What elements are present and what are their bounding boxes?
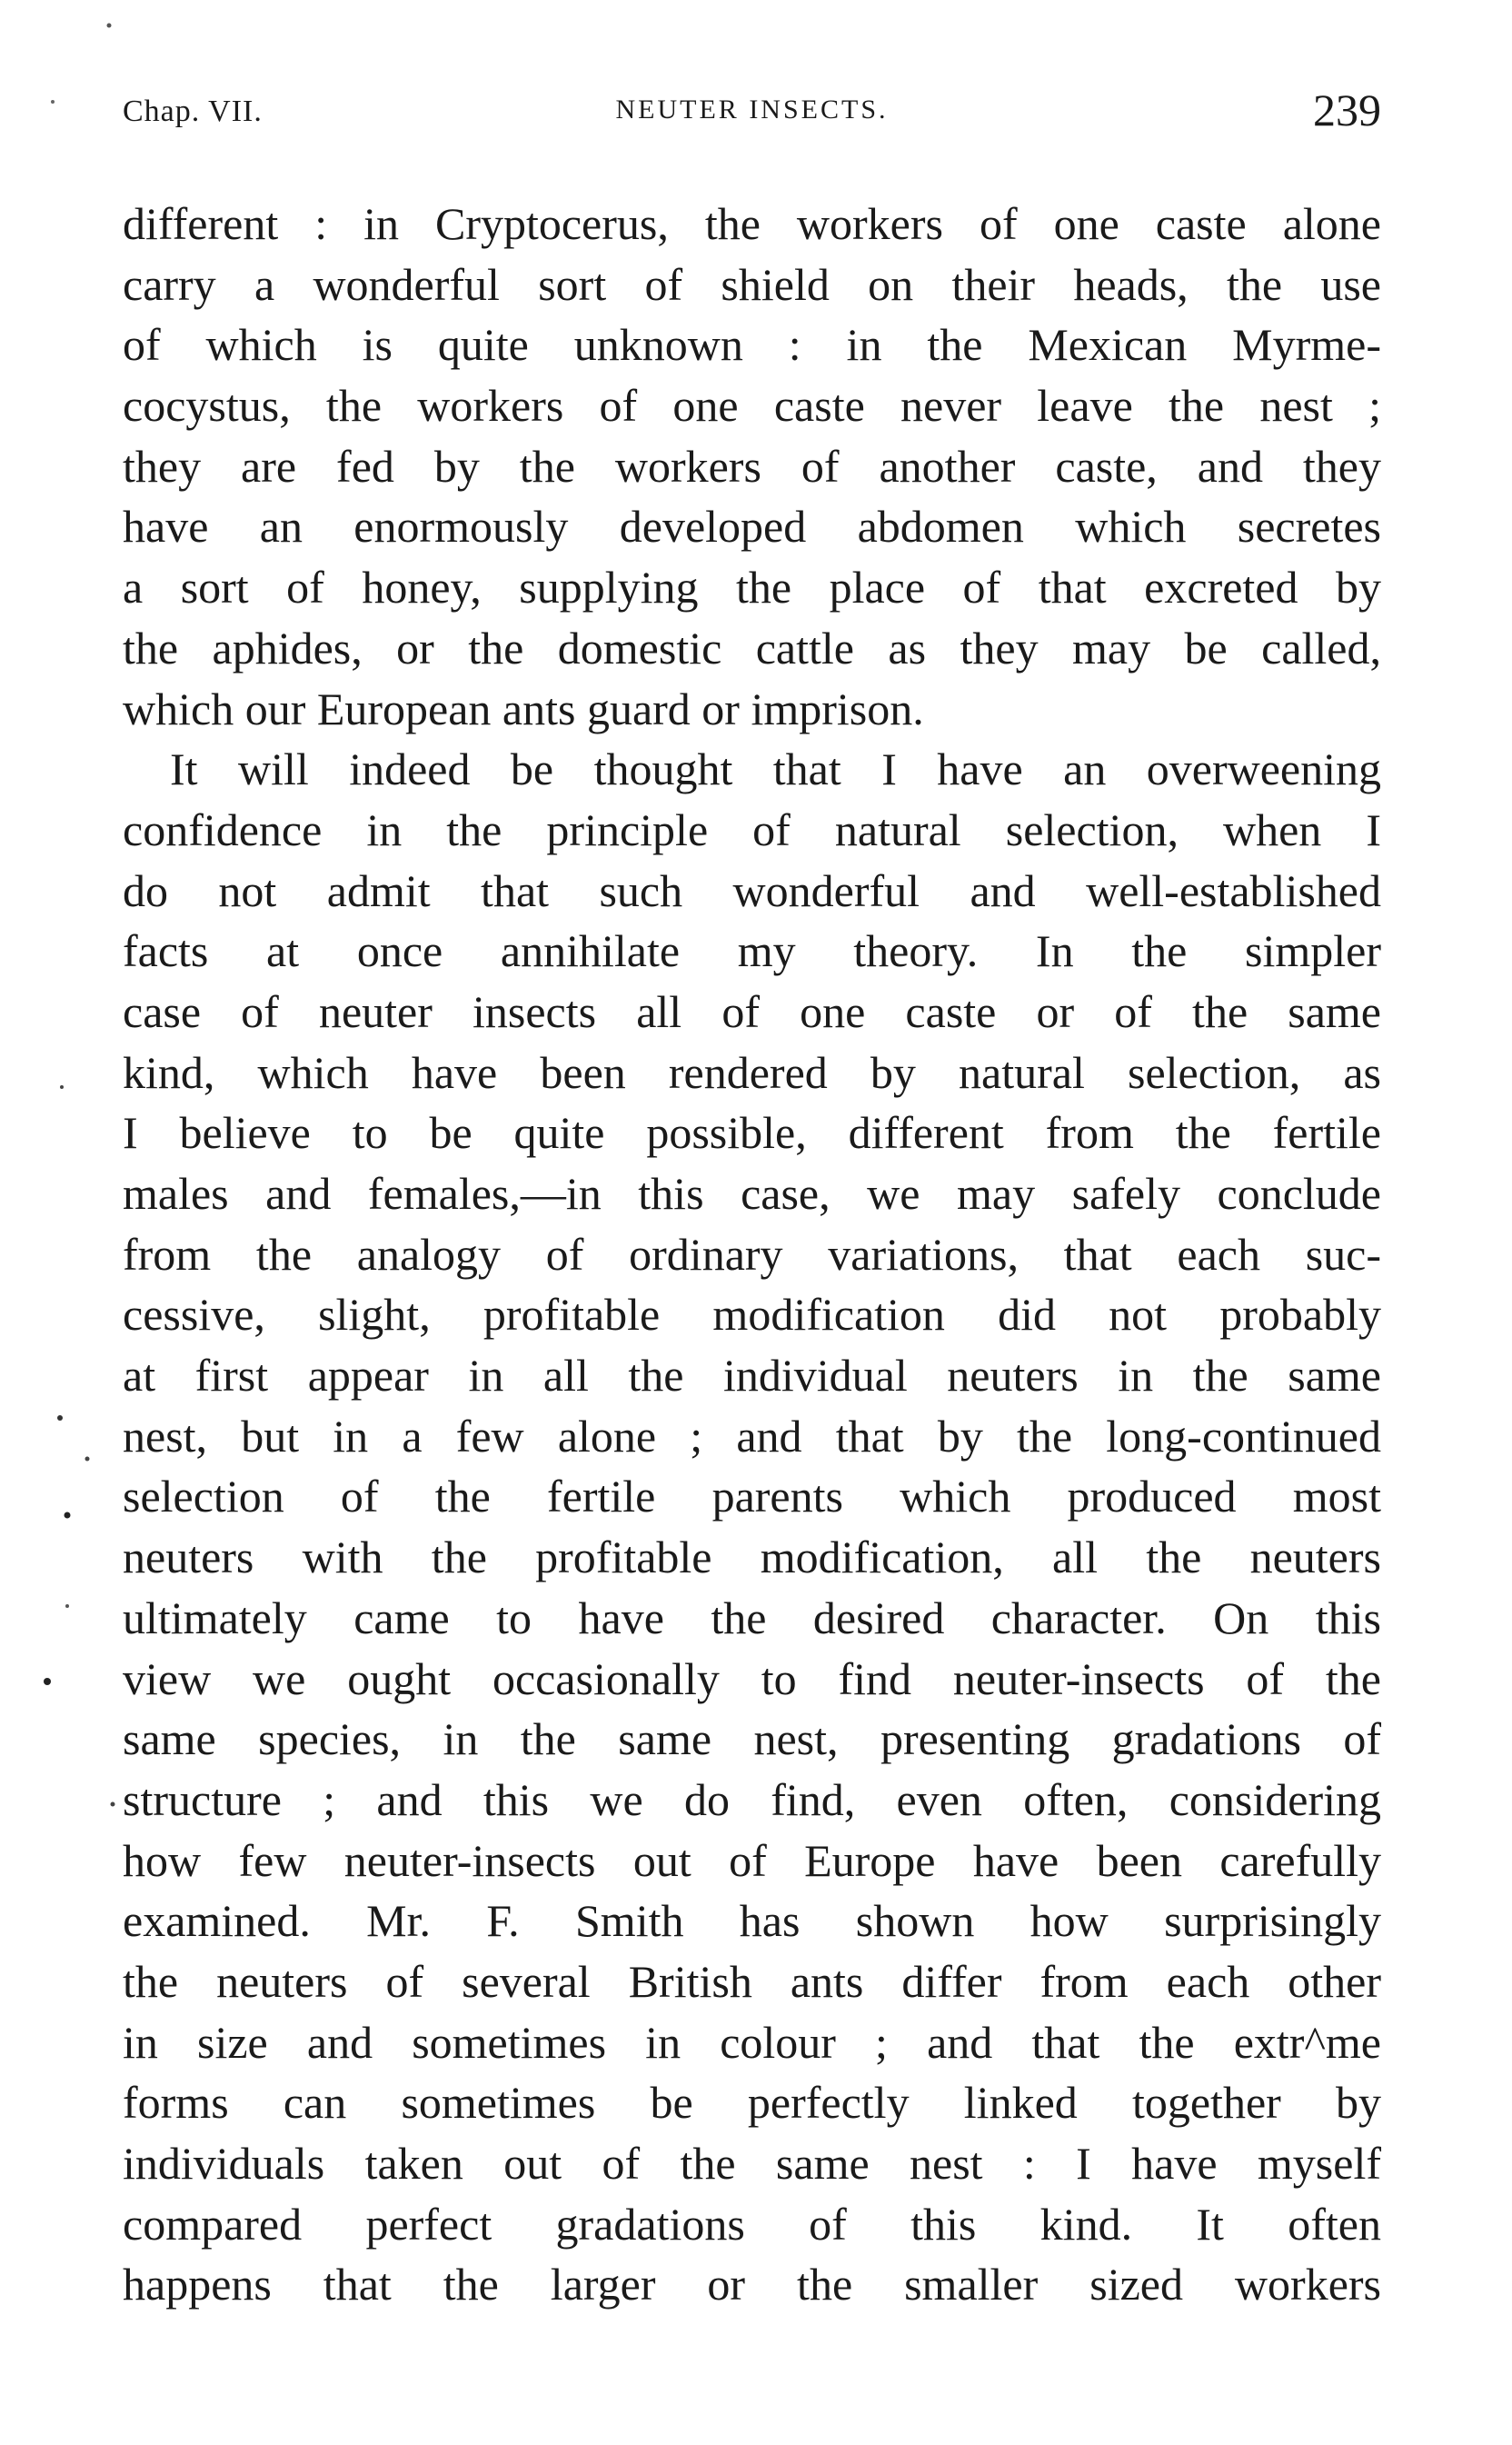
- text-line: from the analogy of ordinary variations, that each suc-: [123, 1228, 1381, 1280]
- text-line: cocystus, the workers of one caste never leave the nest ;: [123, 380, 1381, 432]
- text-line: which our European ants guard or imprison.: [123, 683, 924, 734]
- text-line: a sort of honey, supplying the place of that excreted by: [123, 562, 1381, 614]
- paragraph-first-line: It will indeed be thought that I have an overweening: [170, 743, 1381, 795]
- running-head: [123, 84, 1381, 147]
- text-line: of which is quite unknown : in the Mexican Myrme-: [123, 319, 1381, 371]
- text-line: forms can sometimes be perfectly linked together by: [123, 2077, 1381, 2129]
- text-line: case of neuter insects all of one caste or of the same: [123, 985, 1381, 1037]
- text-line: individuals taken out of the same nest : I have myself: [123, 2138, 1381, 2189]
- text-line: examined. Mr. F. Smith has shown how surprisingly: [123, 1895, 1381, 1947]
- page-number: 239: [1313, 85, 1381, 135]
- text-line: ultimately came to have the desired character. On this: [123, 1592, 1381, 1643]
- text-line: males and females,—in this case, we may safely conclude: [123, 1168, 1381, 1219]
- running-title: NEUTER INSECTS.: [615, 95, 889, 125]
- text-line: how few neuter-insects out of Europe have been carefully: [123, 1834, 1381, 1886]
- text-line: they are fed by the workers of another caste, and they: [123, 440, 1381, 492]
- chapter-label: Chap. VII.: [123, 95, 263, 128]
- speck: [44, 1678, 51, 1685]
- text-line: structure ; and this we do find, even often, considering: [123, 1773, 1381, 1825]
- speck: [85, 1457, 90, 1462]
- text-line: the aphides, or the domestic cattle as they may be called,: [123, 622, 1381, 674]
- text-line: facts at once annihilate my theory. In the simpler: [123, 925, 1381, 977]
- text-line: compared perfect gradations of this kind. It often: [123, 2198, 1381, 2250]
- text-line: I believe to be quite possible, different from the fertile: [123, 1107, 1381, 1159]
- text-line: the neuters of several British ants differ from each other: [123, 1955, 1381, 2007]
- text-line: cessive, slight, profitable modification did not probably: [123, 1289, 1381, 1341]
- text-line: happens that the larger or the smaller sized workers: [123, 2259, 1381, 2310]
- text-line: confidence in the principle of natural selection, when I: [123, 803, 1381, 855]
- speck: [65, 1512, 71, 1519]
- text-line: view we ought occasionally to find neuter-insects of the: [123, 1652, 1381, 1704]
- text-line: carry a wonderful sort of shield on their heads, the use: [123, 258, 1381, 310]
- text-line: different : in Cryptocerus, the workers of one caste alone: [123, 198, 1381, 249]
- text-line: do not admit that such wonderful and well-established: [123, 864, 1381, 916]
- text-line: selection of the fertile parents which produced most: [123, 1471, 1381, 1522]
- text-line: in size and sometimes in colour ; and that the extr^me: [123, 2016, 1381, 2068]
- speck: [65, 1604, 69, 1608]
- speck: [60, 1085, 64, 1089]
- speck: [107, 24, 112, 28]
- speck: [57, 1415, 63, 1421]
- text-line: have an enormously developed abdomen which secretes: [123, 501, 1381, 553]
- text-line: at first appear in all the individual neuters in the same: [123, 1350, 1381, 1402]
- text-line: nest, but in a few alone ; and that by the long-continued: [123, 1410, 1381, 1462]
- text-line: same species, in the same nest, presenting gradations of: [123, 1713, 1381, 1765]
- speck: [51, 100, 55, 104]
- body-text: [123, 194, 1381, 2315]
- text-line: neuters with the profitable modification, all the neuters: [123, 1532, 1381, 1583]
- speck: [111, 1802, 115, 1807]
- text-line: kind, which have been rendered by natural selection, as: [123, 1046, 1381, 1098]
